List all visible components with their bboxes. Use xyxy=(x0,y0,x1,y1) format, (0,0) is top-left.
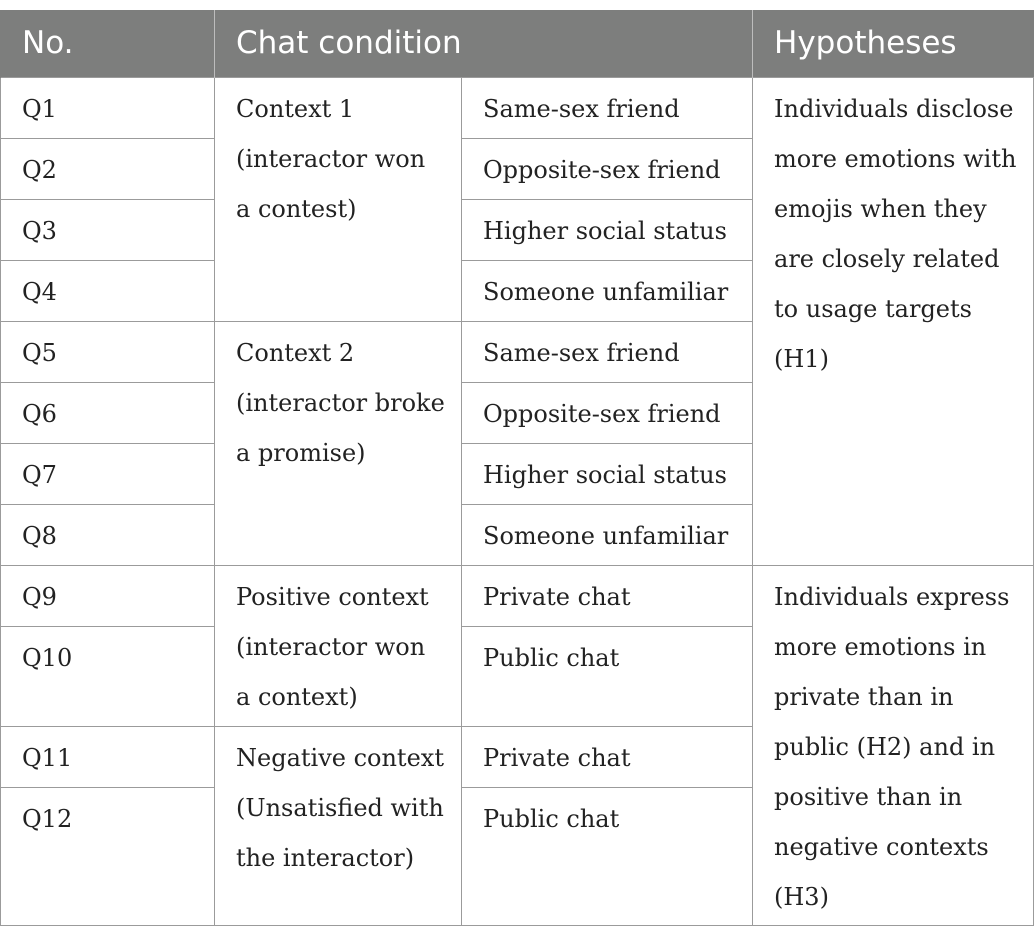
cell-hypothesis: Individuals express more emotions in private than in public (H2) and in positive than in negative contexts (H3) xyxy=(753,565,1034,925)
cell-target: Someone unfamiliar xyxy=(462,504,753,565)
table-row xyxy=(1,77,1034,138)
cell-context: Positive context (interactor won a context) xyxy=(215,565,462,726)
cell-target: Someone unfamiliar xyxy=(462,260,753,321)
cell-target: Higher social status xyxy=(462,443,753,504)
cell-no: Q3 xyxy=(1,199,215,260)
cell-no: Q6 xyxy=(1,382,215,443)
cell-target: Private chat xyxy=(462,726,753,787)
cell-no: Q8 xyxy=(1,504,215,565)
cell-no: Q7 xyxy=(1,443,215,504)
cell-no: Q11 xyxy=(1,726,215,787)
cell-target: Same-sex friend xyxy=(462,77,753,138)
header-chat-condition: Chat condition xyxy=(215,10,753,77)
conditions-table xyxy=(0,10,1034,926)
cell-context: Context 1 (interactor won a contest) xyxy=(215,77,462,321)
cell-no: Q2 xyxy=(1,138,215,199)
table-row xyxy=(1,565,1034,626)
header-row xyxy=(1,10,1034,77)
cell-target: Public chat xyxy=(462,787,753,925)
cell-target: Public chat xyxy=(462,626,753,726)
cell-context: Negative context (Unsatisfied with the interactor) xyxy=(215,726,462,925)
cell-no: Q1 xyxy=(1,77,215,138)
cell-target: Opposite-sex friend xyxy=(462,138,753,199)
cell-no: Q5 xyxy=(1,321,215,382)
cell-target: Private chat xyxy=(462,565,753,626)
cell-target: Higher social status xyxy=(462,199,753,260)
cell-no: Q9 xyxy=(1,565,215,626)
cell-no: Q4 xyxy=(1,260,215,321)
cell-context: Context 2 (interactor broke a promise) xyxy=(215,321,462,565)
cell-no: Q12 xyxy=(1,787,215,925)
header-no: No. xyxy=(1,10,215,77)
cell-no: Q10 xyxy=(1,626,215,726)
cell-hypothesis: Individuals disclose more emotions with emojis when they are closely related to usage targets (H1) xyxy=(753,77,1034,565)
cell-target: Opposite-sex friend xyxy=(462,382,753,443)
cell-target: Same-sex friend xyxy=(462,321,753,382)
header-hypotheses: Hypotheses xyxy=(753,10,1034,77)
